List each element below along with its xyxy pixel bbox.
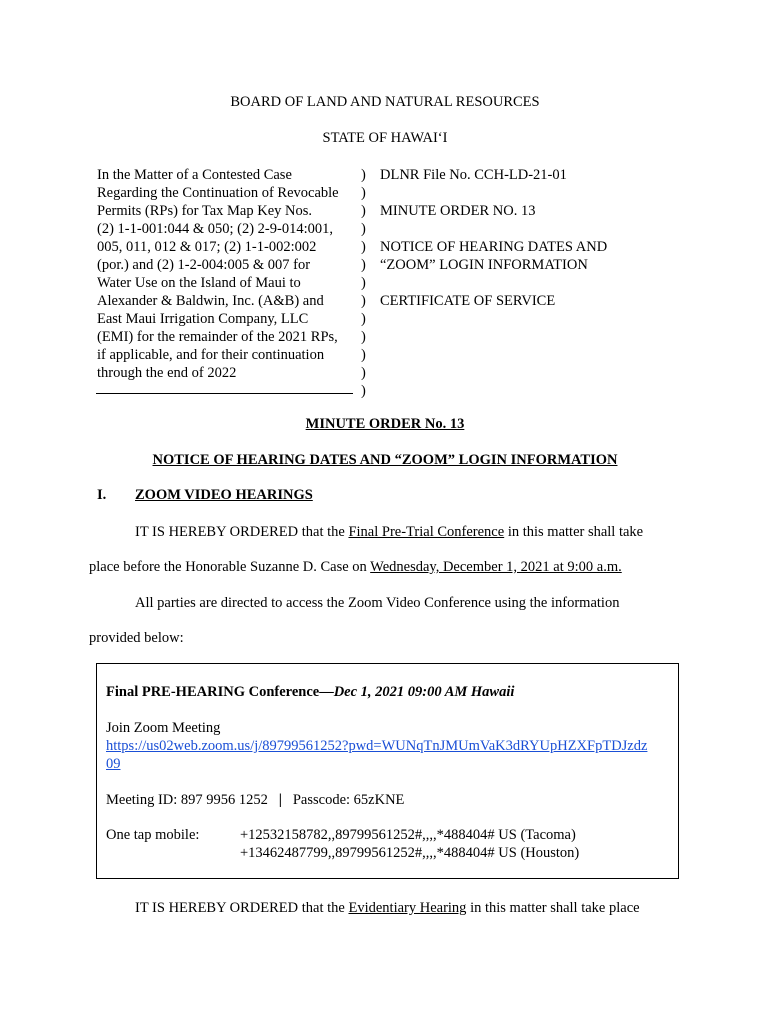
- paragraph-line: [135, 900, 640, 917]
- certificate-of-service: CERTIFICATE OF SERVICE: [380, 293, 556, 309]
- notice-title-line2: “ZOOM” LOGIN INFORMATION: [380, 257, 588, 273]
- caption-line: through the end of 2022: [97, 365, 237, 381]
- one-tap-number-1: +12532158782,,89799561252#,,,,*488404# US (Tacoma): [240, 827, 576, 843]
- paren: ): [361, 383, 366, 399]
- paragraph-line: [135, 524, 643, 541]
- caption-line: In the Matter of a Contested Case: [97, 167, 292, 183]
- paren: ): [361, 347, 366, 363]
- zoom-meeting-link-continued[interactable]: 09: [106, 756, 121, 772]
- separator-bar: |: [278, 792, 282, 808]
- paragraph-line: provided below:: [89, 630, 184, 646]
- caption-line: 005, 011, 012 & 017; (2) 1-1-002:002: [97, 239, 317, 255]
- paren: ): [361, 329, 366, 345]
- paren: ): [361, 365, 366, 381]
- final-pretrial-conference-text: Final Pre-Trial Conference: [348, 524, 505, 540]
- caption-line: if applicable, and for their continuation: [97, 347, 325, 363]
- state-title: STATE OF HAWAI‘I: [322, 130, 448, 146]
- caption-line: East Maui Irrigation Company, LLC: [97, 311, 309, 327]
- text: place before the Honorable Suzanne D. Case on: [89, 559, 371, 575]
- paragraph-line: All parties are directed to access the Zoom Video Conference using the information: [135, 595, 620, 611]
- text: in this matter shall take: [504, 524, 644, 540]
- paren: ): [361, 203, 366, 219]
- zoom-meeting-link[interactable]: https://us02web.zoom.us/j/89799561252?pwd=WUNqTnJMUmVaK3dRYUpHZXFpTDJzdz: [106, 738, 648, 754]
- evidentiary-hearing-text: Evidentiary Hearing: [348, 900, 467, 916]
- meeting-id: Meeting ID: 897 9956 1252: [106, 792, 268, 808]
- caption-line: Permits (RPs) for Tax Map Key Nos.: [97, 203, 312, 219]
- paren: ): [361, 293, 366, 309]
- hearing-date-text: Wednesday, December 1, 2021 at 9:00 a.m.: [370, 559, 622, 575]
- text: Final PRE-HEARING Conference—: [106, 684, 334, 700]
- paren: ): [361, 167, 366, 183]
- meeting-credentials: [106, 792, 404, 809]
- paren: ): [361, 185, 366, 201]
- notice-title-line1: NOTICE OF HEARING DATES AND: [380, 239, 608, 255]
- passcode: Passcode: 65zKNE: [292, 792, 405, 808]
- text: IT IS HEREBY ORDERED that the: [135, 900, 349, 916]
- join-zoom-label: Join Zoom Meeting: [106, 720, 221, 736]
- caption-line: Alexander & Baldwin, Inc. (A&B) and: [97, 293, 324, 309]
- minute-order-title: MINUTE ORDER No. 13: [305, 416, 465, 432]
- paren: ): [361, 257, 366, 273]
- text: Dec 1, 2021 09:00 AM Hawaii: [333, 684, 515, 700]
- one-tap-number-2: +13462487799,,89799561252#,,,,*488404# US (Houston): [240, 845, 580, 861]
- paren: ): [361, 239, 366, 255]
- paragraph-line: [89, 559, 622, 576]
- zoom-box-title: [106, 684, 514, 701]
- paren: ): [361, 311, 366, 327]
- section-number: I.: [97, 487, 107, 503]
- board-title: BOARD OF LAND AND NATURAL RESOURCES: [230, 94, 540, 110]
- text: in this matter shall take place: [466, 900, 640, 916]
- paren: ): [361, 275, 366, 291]
- file-number: DLNR File No. CCH-LD-21-01: [380, 167, 567, 183]
- caption-line: Regarding the Continuation of Revocable: [97, 185, 339, 201]
- caption-line: (2) 1-1-001:044 & 050; (2) 2-9-014:001,: [97, 221, 333, 237]
- one-tap-label: One tap mobile:: [106, 827, 200, 843]
- caption-line: Water Use on the Island of Maui to: [97, 275, 301, 291]
- notice-title: NOTICE OF HEARING DATES AND “ZOOM” LOGIN INFORMATION: [152, 452, 618, 468]
- caption-line: (por.) and (2) 1-2-004:005 & 007 for: [97, 257, 311, 273]
- section-heading: ZOOM VIDEO HEARINGS: [135, 487, 313, 503]
- text: IT IS HEREBY ORDERED that the: [135, 524, 349, 540]
- paren: ): [361, 221, 366, 237]
- order-number: MINUTE ORDER NO. 13: [380, 203, 536, 219]
- caption-separator-line: [96, 393, 353, 394]
- caption-line: (EMI) for the remainder of the 2021 RPs,: [97, 329, 338, 345]
